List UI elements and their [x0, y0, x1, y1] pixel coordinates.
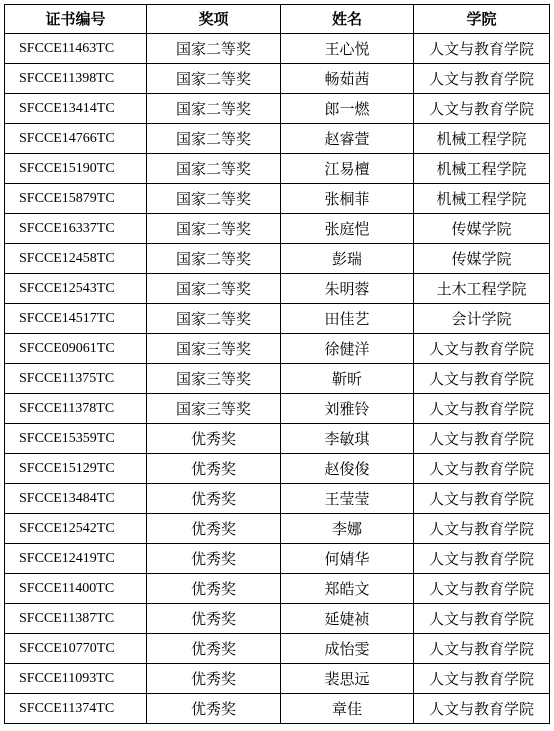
cell-college: 人文与教育学院: [414, 334, 550, 364]
cell-certificate-number: SFCCE11398TC: [5, 64, 147, 94]
cell-certificate-number: SFCCE12458TC: [5, 244, 147, 274]
cell-certificate-number: SFCCE11463TC: [5, 34, 147, 64]
cell-award: 国家三等奖: [147, 394, 281, 424]
cell-name: 朱明蓉: [281, 274, 414, 304]
cell-award: 优秀奖: [147, 424, 281, 454]
cell-award: 优秀奖: [147, 694, 281, 724]
cell-certificate-number: SFCCE12542TC: [5, 514, 147, 544]
table-body: [5, 34, 550, 724]
cell-award: 国家二等奖: [147, 274, 281, 304]
cell-award: 优秀奖: [147, 454, 281, 484]
cell-name: 章佳: [281, 694, 414, 724]
cell-name: 延婕祯: [281, 604, 414, 634]
cell-college: 人文与教育学院: [414, 574, 550, 604]
cell-college: 机械工程学院: [414, 154, 550, 184]
award-winners-table: [4, 4, 550, 724]
table-row: [5, 244, 550, 274]
cell-certificate-number: SFCCE15879TC: [5, 184, 147, 214]
cell-name: 田佳艺: [281, 304, 414, 334]
cell-name: 徐健洋: [281, 334, 414, 364]
table-row: [5, 334, 550, 364]
cell-college: 土木工程学院: [414, 274, 550, 304]
cell-certificate-number: SFCCE11400TC: [5, 574, 147, 604]
table-header: [5, 5, 550, 34]
header-name: 姓名: [281, 5, 414, 34]
cell-award: 国家二等奖: [147, 124, 281, 154]
cell-college: 人文与教育学院: [414, 394, 550, 424]
cell-name: 畅茹茜: [281, 64, 414, 94]
cell-name: 李敏琪: [281, 424, 414, 454]
cell-name: 江易檀: [281, 154, 414, 184]
table-row: [5, 274, 550, 304]
cell-certificate-number: SFCCE10770TC: [5, 634, 147, 664]
header-certificate-number: 证书编号: [5, 5, 147, 34]
table-row: [5, 544, 550, 574]
cell-name: 郎一燃: [281, 94, 414, 124]
cell-award: 国家三等奖: [147, 334, 281, 364]
table-row: [5, 514, 550, 544]
table-row: [5, 394, 550, 424]
cell-award: 国家二等奖: [147, 34, 281, 64]
cell-college: 人文与教育学院: [414, 364, 550, 394]
cell-name: 张桐菲: [281, 184, 414, 214]
table-row: [5, 574, 550, 604]
cell-award: 国家二等奖: [147, 154, 281, 184]
cell-name: 张庭恺: [281, 214, 414, 244]
table-row: [5, 484, 550, 514]
cell-certificate-number: SFCCE15129TC: [5, 454, 147, 484]
cell-certificate-number: SFCCE12419TC: [5, 544, 147, 574]
cell-certificate-number: SFCCE13484TC: [5, 484, 147, 514]
cell-college: 人文与教育学院: [414, 694, 550, 724]
cell-certificate-number: SFCCE14766TC: [5, 124, 147, 154]
cell-award: 国家三等奖: [147, 364, 281, 394]
cell-certificate-number: SFCCE16337TC: [5, 214, 147, 244]
table-row: [5, 454, 550, 484]
table-row: [5, 184, 550, 214]
cell-certificate-number: SFCCE14517TC: [5, 304, 147, 334]
cell-award: 优秀奖: [147, 664, 281, 694]
cell-certificate-number: SFCCE11093TC: [5, 664, 147, 694]
cell-award: 国家二等奖: [147, 304, 281, 334]
cell-college: 人文与教育学院: [414, 604, 550, 634]
cell-college: 人文与教育学院: [414, 664, 550, 694]
table-row: [5, 364, 550, 394]
cell-college: 会计学院: [414, 304, 550, 334]
table-row: [5, 214, 550, 244]
header-row: [5, 5, 550, 34]
cell-college: 机械工程学院: [414, 184, 550, 214]
cell-college: 人文与教育学院: [414, 64, 550, 94]
cell-award: 国家二等奖: [147, 94, 281, 124]
table-row: [5, 694, 550, 724]
table-row: [5, 94, 550, 124]
cell-college: 人文与教育学院: [414, 34, 550, 64]
cell-college: 机械工程学院: [414, 124, 550, 154]
cell-name: 刘雅铃: [281, 394, 414, 424]
header-college: 学院: [414, 5, 550, 34]
cell-college: 传媒学院: [414, 244, 550, 274]
table-row: [5, 304, 550, 334]
cell-award: 优秀奖: [147, 604, 281, 634]
cell-certificate-number: SFCCE13414TC: [5, 94, 147, 124]
cell-name: 王莹莹: [281, 484, 414, 514]
cell-college: 人文与教育学院: [414, 424, 550, 454]
cell-college: 传媒学院: [414, 214, 550, 244]
cell-award: 优秀奖: [147, 634, 281, 664]
cell-award: 国家二等奖: [147, 184, 281, 214]
cell-name: 郑皓文: [281, 574, 414, 604]
cell-award: 国家二等奖: [147, 244, 281, 274]
cell-award: 国家二等奖: [147, 214, 281, 244]
table-row: [5, 124, 550, 154]
cell-certificate-number: SFCCE09061TC: [5, 334, 147, 364]
cell-certificate-number: SFCCE15190TC: [5, 154, 147, 184]
table-row: [5, 634, 550, 664]
cell-award: 优秀奖: [147, 514, 281, 544]
cell-certificate-number: SFCCE15359TC: [5, 424, 147, 454]
cell-college: 人文与教育学院: [414, 634, 550, 664]
cell-certificate-number: SFCCE11374TC: [5, 694, 147, 724]
cell-name: 成怡雯: [281, 634, 414, 664]
cell-award: 国家二等奖: [147, 64, 281, 94]
cell-college: 人文与教育学院: [414, 94, 550, 124]
cell-name: 裴思远: [281, 664, 414, 694]
cell-certificate-number: SFCCE11375TC: [5, 364, 147, 394]
cell-certificate-number: SFCCE11378TC: [5, 394, 147, 424]
cell-college: 人文与教育学院: [414, 544, 550, 574]
table-row: [5, 424, 550, 454]
header-award: 奖项: [147, 5, 281, 34]
cell-name: 赵睿萱: [281, 124, 414, 154]
table-row: [5, 154, 550, 184]
cell-college: 人文与教育学院: [414, 484, 550, 514]
cell-award: 优秀奖: [147, 484, 281, 514]
cell-college: 人文与教育学院: [414, 454, 550, 484]
cell-name: 王心悦: [281, 34, 414, 64]
cell-certificate-number: SFCCE11387TC: [5, 604, 147, 634]
table-row: [5, 604, 550, 634]
table-row: [5, 664, 550, 694]
cell-award: 优秀奖: [147, 574, 281, 604]
cell-name: 彭瑞: [281, 244, 414, 274]
cell-name: 李娜: [281, 514, 414, 544]
table-row: [5, 34, 550, 64]
cell-certificate-number: SFCCE12543TC: [5, 274, 147, 304]
table-row: [5, 64, 550, 94]
cell-college: 人文与教育学院: [414, 514, 550, 544]
cell-name: 何婧华: [281, 544, 414, 574]
cell-name: 赵俊俊: [281, 454, 414, 484]
cell-award: 优秀奖: [147, 544, 281, 574]
cell-name: 靳昕: [281, 364, 414, 394]
